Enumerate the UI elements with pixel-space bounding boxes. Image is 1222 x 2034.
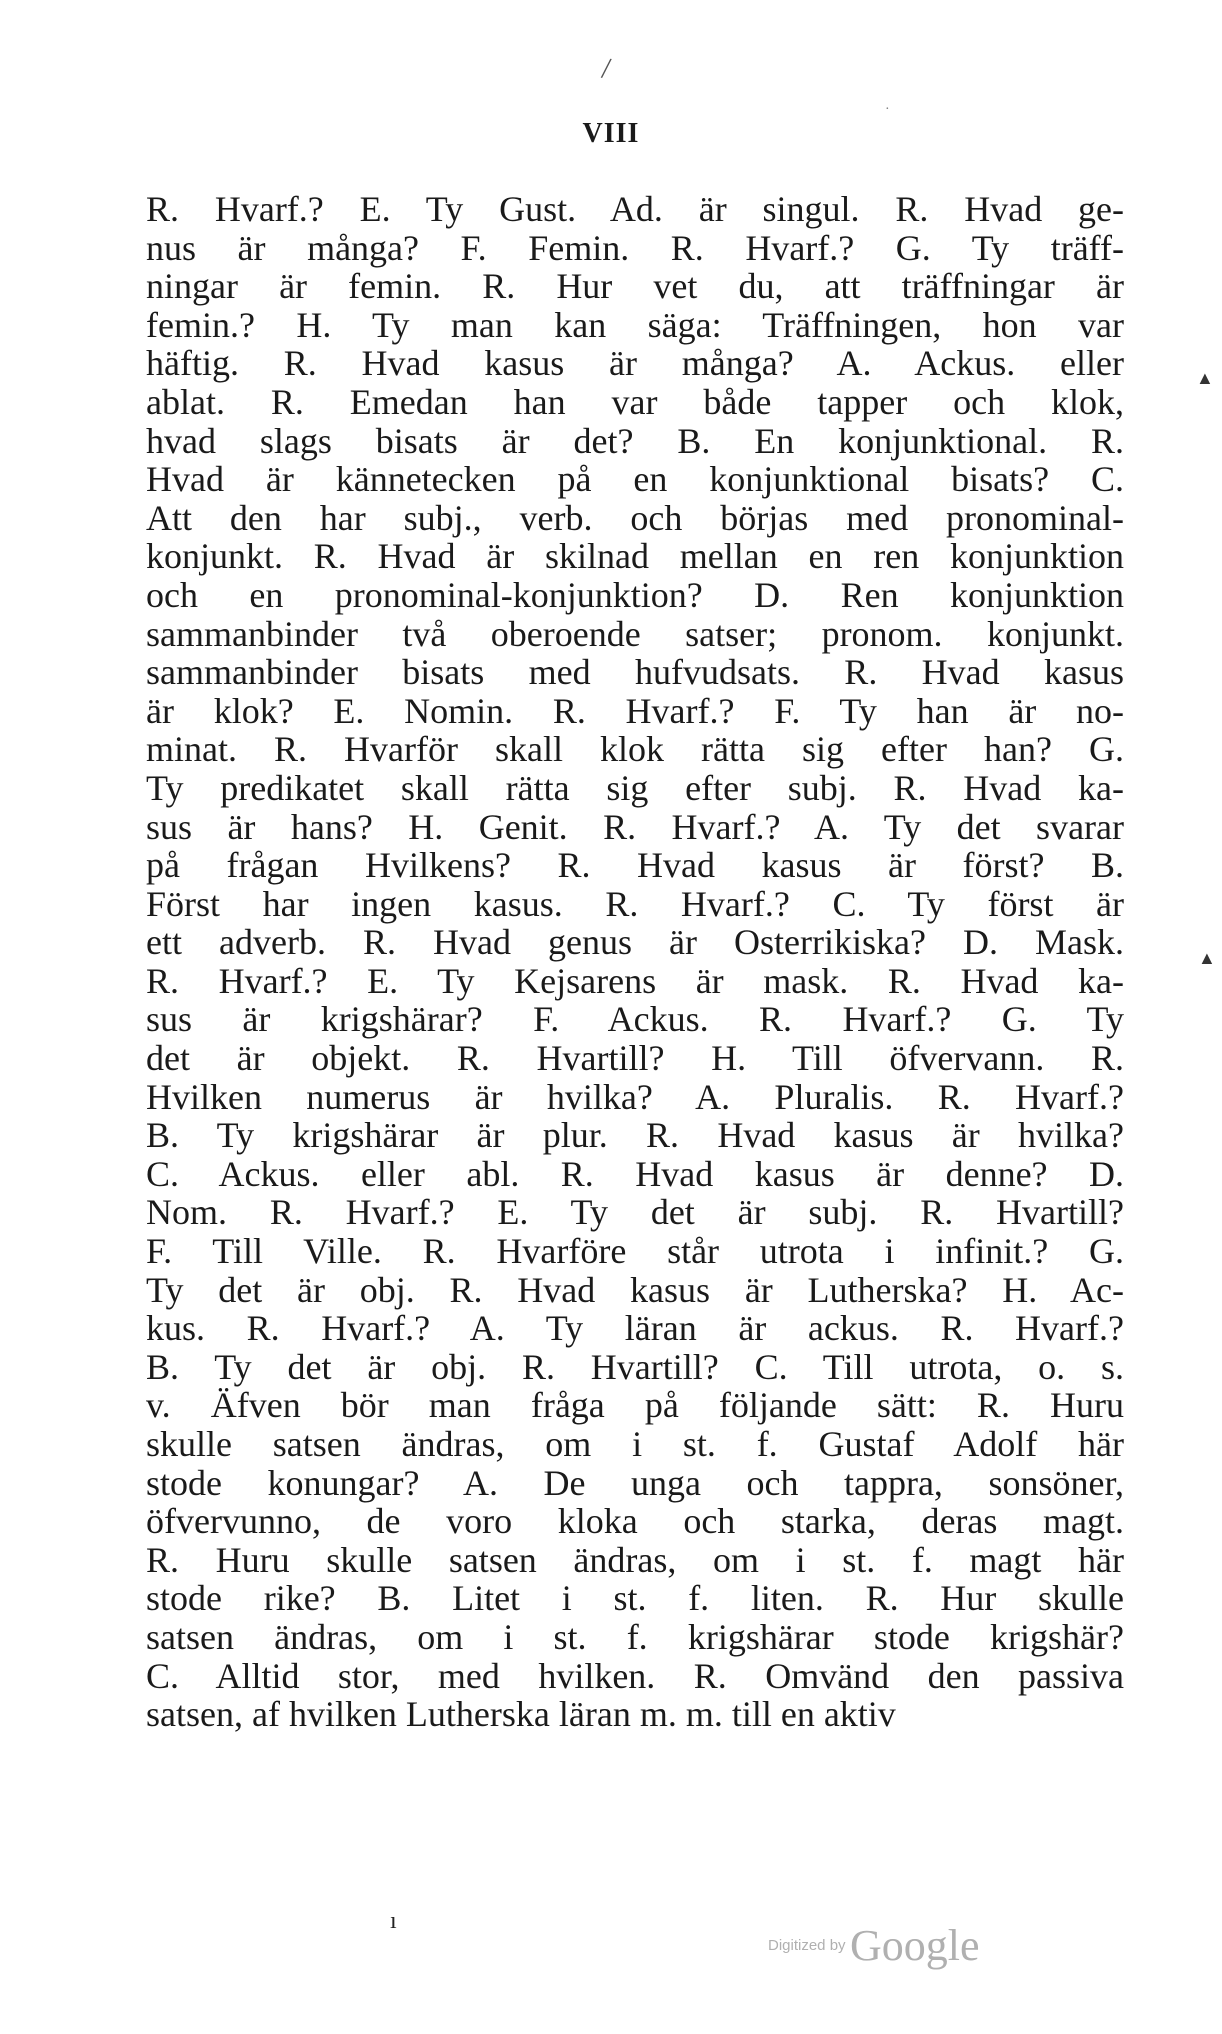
text-line: R. Hvarf.? E. Ty Gust. Ad. är singul. R. Hvad ge-: [146, 189, 1124, 229]
text-line: B. Ty det är obj. R. Hvartill? C. Till utrota, o. s.: [146, 1346, 1124, 1387]
text-line: satsen, af hvilken Lutherska läran m. m. till en aktiv: [146, 1694, 896, 1735]
google-logo: Google: [850, 1921, 980, 1970]
text-line: C. Alltid stor, med hvilken. R. Omvänd den passiva: [146, 1655, 1124, 1696]
text-line: Hvilken numerus är hvilka? A. Pluralis. R. Hvarf.?: [146, 1076, 1124, 1117]
text-line: hvad slags bisats är det? B. En konjunktional. R.: [146, 420, 1124, 461]
text-line: F. Till Ville. R. Hvarföre står utrota i infinit.? G.: [146, 1231, 1124, 1272]
text-line: på frågan Hvilkens? R. Hvad kasus är först? B.: [146, 845, 1124, 886]
watermark-prefix: Digitized by: [768, 1937, 846, 1954]
text-line: stode konungar? A. De unga och tappra, sonsöner,: [146, 1462, 1124, 1503]
text-line: skulle satsen ändras, om i st. f. Gustaf Adolf här: [146, 1424, 1124, 1464]
text-line: ablat. R. Emedan han var både tapper och klok,: [146, 381, 1124, 422]
text-line: v. Äfven bör man fråga på följande sätt: R. Huru: [146, 1385, 1124, 1426]
body-text: [146, 190, 1124, 1734]
text-line: det är objekt. R. Hvartill? H. Till öfvervann. R.: [146, 1038, 1124, 1079]
text-line: Först har ingen kasus. R. Hvarf.? C. Ty först är: [146, 883, 1124, 924]
margin-mark: ▲: [1196, 368, 1214, 388]
text-line: ett adverb. R. Hvad genus är Osterrikiska? D. Mask.: [146, 922, 1124, 963]
text-line: öfvervunno, de voro kloka och starka, deras magt.: [146, 1501, 1124, 1542]
bottom-mark: ı: [390, 1908, 397, 1934]
text-line: femin.? H. Ty man kan säga: Träffningen, hon var: [146, 304, 1124, 345]
text-line: sammanbinder bisats med hufvudsats. R. Hvad kasus: [146, 652, 1124, 693]
text-line: nus är många? F. Femin. R. Hvarf.? G. Ty träff-: [146, 227, 1124, 268]
ink-dot: ·: [885, 102, 890, 117]
margin-mark: ▲: [1198, 948, 1216, 968]
text-line: B. Ty krigshärar är plur. R. Hvad kasus är hvilka?: [146, 1115, 1124, 1156]
digitization-watermark: [768, 1920, 980, 1971]
text-line: och en pronominal-konjunktion? D. Ren konjunktion: [146, 574, 1124, 615]
text-line: stode rike? B. Litet i st. f. liten. R. Hur skulle: [146, 1578, 1124, 1619]
text-line: är klok? E. Nomin. R. Hvarf.? F. Ty han är no-: [146, 690, 1124, 731]
text-line: häftig. R. Hvad kasus är många? A. Ackus. eller: [146, 343, 1124, 384]
text-line: konjunkt. R. Hvad är skilnad mellan en ren konjunktion: [146, 536, 1124, 577]
text-line: minat. R. Hvarför skall klok rätta sig efter han? G.: [146, 729, 1124, 770]
text-line: R. Hvarf.? E. Ty Kejsarens är mask. R. Hvad ka-: [146, 960, 1124, 1001]
text-line: R. Huru skulle satsen ändras, om i st. f. magt här: [146, 1539, 1124, 1580]
text-line: sus är krigshärar? F. Ackus. R. Hvarf.? G. Ty: [146, 999, 1124, 1040]
pencil-mark: /: [599, 51, 613, 86]
text-line: sus är hans? H. Genit. R. Hvarf.? A. Ty det svarar: [146, 806, 1124, 847]
text-line: sammanbinder två oberoende satser; pronom. konjunkt.: [146, 613, 1124, 654]
text-line: kus. R. Hvarf.? A. Ty läran är ackus. R. Hvarf.?: [146, 1308, 1124, 1349]
text-line: satsen ändras, om i st. f. krigshärar stode krigshär?: [146, 1616, 1124, 1657]
page-number: VIII: [582, 118, 640, 149]
text-line: Nom. R. Hvarf.? E. Ty det är subj. R. Hvartill?: [146, 1192, 1124, 1233]
text-line: Ty predikatet skall rätta sig efter subj. R. Hvad ka-: [146, 767, 1124, 808]
text-line: C. Ackus. eller abl. R. Hvad kasus är denne? D.: [146, 1153, 1124, 1194]
text-line: Ty det är obj. R. Hvad kasus är Lutherska? H. Ac-: [146, 1269, 1124, 1310]
text-line: ningar är femin. R. Hur vet du, att träffningar är: [146, 266, 1124, 307]
text-line: Att den har subj., verb. och börjas med pronominal-: [146, 497, 1124, 538]
text-line: Hvad är kännetecken på en konjunktional bisats? C.: [146, 459, 1124, 500]
